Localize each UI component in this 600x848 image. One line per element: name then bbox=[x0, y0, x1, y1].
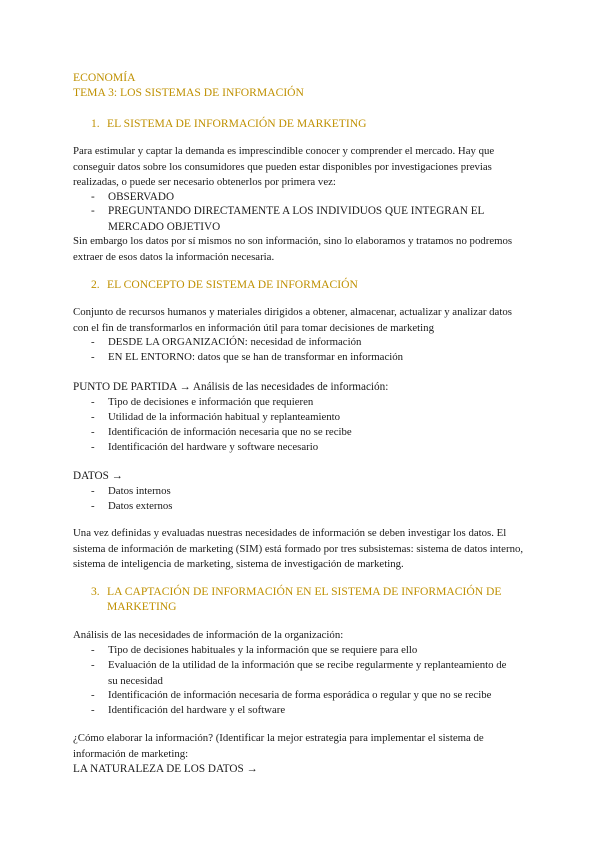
dash-bullet: - bbox=[91, 689, 95, 701]
dash-bullet: - bbox=[91, 500, 95, 512]
dash-bullet: - bbox=[91, 644, 95, 656]
section-1-title: EL SISTEMA DE INFORMACIÓN DE MARKETING bbox=[107, 117, 367, 130]
starting-point-label: PUNTO DE PARTIDA → Análisis de las necesidades de información: bbox=[73, 381, 389, 393]
document-page: ECONOMÍA TEMA 3: LOS SISTEMAS DE INFORMACIÓN 1. EL SISTEMA DE INFORMACIÓN DE MARKETING Para estimular y captar la demanda es imprescindible conocer y comprender el mercado. Hay que conseguir datos sobre los consumidores que pueden estar disponibles por investigaciones previas realizadas, o puede ser necesario obtenerlos por primera vez: - OBSERVADO - PREGUNTANDO DIRECTAMENTE A LOS INDIVIDUOS QUE INTEGRAN EL MERCADO OBJETIVO Sin embargo los datos por sí mismos no son información, sino lo elaboramos y tratamos no podremos extraer de esos datos la información necesaria. 2. EL CONCEPTO DE SISTEMA DE INFORMACIÓN Conjunto de recursos humanos y materiales dirigidos a obtener, almacenar, actualizar y analizar datos con el fin de transformarlos en información útil para tomar decisiones de marketing - DESDE LA ORGANIZACIÓN: necesidad de información - EN EL ENTORNO: datos que se han de transformar en información PUNTO DE PARTIDA → Análisis de las necesidades de información: - Tipo de decisiones e información que requieren - Utilidad de la información habitual y replanteamiento - Identificación de información necesaria que no se recibe - Identificación del hardware y software necesario DATOS → - Datos internos - Datos externos Una vez definidas y evaluadas nuestras necesidades de información se deben investigar los datos. El sistema de información de marketing (SIM) está formado por tres subsistemas: sistema de datos interno, sistema de inteligencia de marketing, sistema de investigación de marketing. 3. LA CAPTACIÓN DE INFORMACIÓN EN EL SISTEMA DE INFORMACIÓN DE MARKETING Análisis de las necesidades de información de la organización: - Tipo de decisiones habituales y la información que se requiere para ello - Evaluación de la utilidad de la información que se recibe regularmente y replanteamiento de su necesidad - Identificación de información necesaria de forma esporádica o regular y que no se recibe - Identificación del hardware y el software ¿Cómo elaborar la información? (Identificar la mejor estrategia para implementar el sistema de información de marketing: LA NATURALEZA DE LOS DATOS → bbox=[0, 0, 600, 848]
dash-bullet: - bbox=[91, 426, 95, 438]
nature-of-data-label: LA NATURALEZA DE LOS DATOS → bbox=[73, 763, 258, 775]
section-2-title: EL CONCEPTO DE SISTEMA DE INFORMACIÓN bbox=[107, 278, 358, 291]
dash-bullet: - bbox=[91, 441, 95, 453]
data-label: DATOS → bbox=[73, 470, 123, 482]
section-2-closing: Una vez definidas y evaluadas nuestras necesidades de información se deben investigar los datos. El sistema de información de marketing (SIM) está formado por tres subsistemas: sistema de datos interno, sistema de inteligencia de marketing, sistema de investigación de marketing. bbox=[73, 527, 524, 570]
dash-bullet: - bbox=[91, 351, 95, 363]
dash-bullet: - bbox=[91, 205, 95, 217]
section-3-title-line-2: MARKETING bbox=[107, 600, 177, 613]
dash-bullet: - bbox=[91, 336, 95, 348]
section-1-intro: Para estimular y captar la demanda es imprescindible conocer y comprender el mercado. Hay que conseguir datos sobre los consumidores que pueden estar disponibles por investigaciones previas realizadas, o puede ser necesario obtenerlos por primera vez: bbox=[73, 145, 495, 188]
section-3-heading bbox=[0, 584, 600, 616]
dash-bullet: - bbox=[91, 191, 95, 203]
dash-bullet: - bbox=[91, 485, 95, 497]
dash-bullet: - bbox=[91, 396, 95, 408]
section-3-title-line-1: LA CAPTACIÓN DE INFORMACIÓN EN EL SISTEMA DE INFORMACIÓN DE bbox=[107, 585, 502, 598]
document-subject: ECONOMÍA bbox=[73, 71, 136, 84]
section-1-closing: Sin embargo los datos por sí mismos no son información, sino lo elaboramos y tratamos no podremos extraer de esos datos la información necesaria. bbox=[73, 235, 513, 263]
dash-bullet: - bbox=[91, 659, 95, 671]
section-3-intro: Análisis de las necesidades de información de la organización: bbox=[73, 629, 344, 641]
section-3-question: ¿Cómo elaborar la información? (Identificar la mejor estrategia para implementar el sistema de información de marketing: bbox=[73, 732, 484, 760]
section-1-number: 1. bbox=[91, 117, 100, 130]
document-topic: TEMA 3: LOS SISTEMAS DE INFORMACIÓN bbox=[73, 86, 304, 99]
dash-bullet: - bbox=[91, 704, 95, 716]
dash-bullet: - bbox=[91, 411, 95, 423]
section-2-intro: Conjunto de recursos humanos y materiales dirigidos a obtener, almacenar, actualizar y analizar datos con el fin de transformarlos en información útil para tomar decisiones de marketing bbox=[73, 306, 512, 334]
section-2-number: 2. bbox=[91, 278, 100, 291]
section-3-number: 3. bbox=[91, 585, 100, 598]
